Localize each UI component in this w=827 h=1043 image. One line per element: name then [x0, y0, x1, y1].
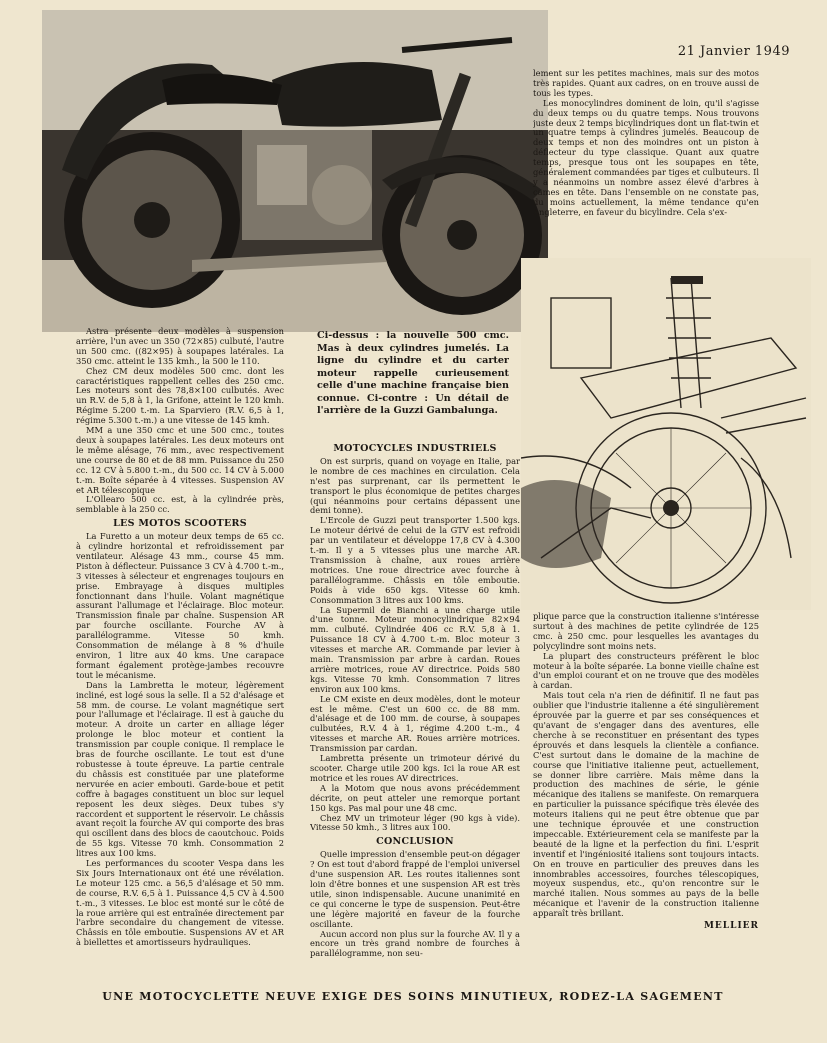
paragraph: A la Motom que nous avons précédemment décrite, on peut atteler une remorque portant 150 kgs. Pas mal pour une 48 cmc. [310, 782, 520, 813]
paragraph: La plupart des constructeurs préfèrent le bloc moteur à la boîte séparée. La bonne vieille chaîne est d'un emploi courant et on ne trouve que des modèles à cardan. [533, 650, 759, 691]
issue-date: 21 Janvier 1949 [677, 44, 790, 59]
footer-slogan: UNE MOTOCYCLETTE NEUVE EXIGE DES SOINS MINUTIEUX, RODEZ-LA SAGEMENT [102, 990, 724, 1003]
paragraph: Astra présente deux modèles à suspension arrière, l'un avec un 350 (72×85) culbuté, l'autre un 500 cmc. ((82×95) à soupapes latérales. La 350 cmc. atteint le 135 kmh., la 500 le 110. [76, 327, 284, 366]
paragraph: Le CM existe en deux modèles, dont le moteur est le même. C'est un 600 cc. de 88 mm. d'alésage et de 100 mm. de course, à soupapes culbutées, R.V. 4 à 1, régime 4.200 t.-m., 4 vitesses et marche AR. Roues arrière motrices. Transmission par cardan. [310, 693, 520, 754]
section-heading-scooters: LES MOTOS SCOOTERS [113, 518, 247, 530]
paragraph: lement sur les petites machines, mais sur des motos très rapides. Quant aux cadres, on en trouve aussi de tous les types. [533, 69, 759, 98]
section-heading-conclusion: CONCLUSION [376, 836, 454, 848]
motorcycle-photo [42, 10, 548, 332]
paragraph: Dans la Lambretta le moteur, légèrement incliné, est logé sous la selle. Il a 52 d'alésage et 58 mm. de course. Le volant magnétique sert pour l'allumage et l'éclairage. Il est à gauche du moteur. A droite un carter en alliage léger prolonge le bloc moteur et contient la transmission par couple conique. Il remplace le bras de fourche oscillante. Le tout est d'une robustesse à toute épreuve. La partie centrale du châssis est constituée par une plateforme nervurée en acier embouti. Garde-boue et petit coffre à bagages constituent un bloc sur lequel reposent les deux sièges. Deux tubes s'y raccordent et supportent le réservoir. Le châssis avant reçoit la fourche AV qui comporte des bras qui oscillent dans des blocs de caoutchouc. Poids de 55 kgs. Vitesse 70 kmh. Consommation 2 litres aux 100 kms. [76, 679, 284, 859]
paragraph: Aucun accord non plus sur la fourche AV. Il y a encore un très grand nombre de fourches à parallélogramme, non seu- [310, 928, 520, 959]
paragraph: Chez CM deux modèles 500 cmc. dont les caractéristiques rappellent celles des 250 cmc. Les moteurs sont des 78,8×100 culbutés. Avec un R.V. de 5,8 à 1, la Grifone, atteint le 120 kmh. Régime 5.200 t.-m. La Sparviero (R.V. 6,5 à 1, régime 5.300 t.-m.) a une vitesse de 145 kmh. [76, 365, 284, 426]
paragraph: Quelle impression d'ensemble peut-on dégager ? On est tout d'abord frappé de l'emploi universel d'une suspension AR. Les routes italiennes sont loin d'être bonnes et une suspension AR est très utile, sinon indispensable. Aucune unanimité en ce qui concerne le type de suspension. Peut-être une légère majorité en faveur de la fourche oscillante. [310, 849, 520, 929]
paragraph: L'Ercole de Guzzi peut transporter 1.500 kgs. Le moteur dérivé de celui de la GTV est refroidi par un ventilateur et développe 17,8 CV à 4.300 t.-m. Il y a 5 vitesses plus une marche AR. Transmission à chaîne, aux roues arrière motrices. Une roue directrice avec fourche à parallélogramme. Châssis en tôle emboutie. Poids à vide 650 kgs. Vitesse 60 kmh. Consommation 3 litres aux 100 kms. [310, 515, 520, 605]
photo-caption [317, 330, 509, 440]
paragraph: L'Ollearo 500 cc. est, à la cylindrée près, semblable à la 250 cc. [76, 494, 284, 515]
paragraph: Chez MV un trimoteur léger (90 kgs à vide). Vitesse 50 kmh., 3 litres aux 100. [310, 812, 520, 833]
column-2 [310, 440, 520, 980]
paragraph: Lambretta présente un trimoteur dérivé du scooter. Charge utile 200 kgs. Ici la roue AR est motrice et les roues AV directrices. [310, 753, 520, 783]
column-1 [76, 327, 284, 970]
paragraph: MM a une 350 cmc et une 500 cmc., toutes deux à soupapes latérales. Les deux moteurs ont le même alésage, 76 mm., avec respectivement une course de 80 et de 88 mm. Puissance du 250 cc. 12 CV à 5.800 t.-m., du 500 cc. 14 CV à 5.000 t.-m. Boîte séparée à 4 vitesses. Suspension AV et AR télescopique [76, 425, 284, 495]
author-signature: MELLIER [703, 921, 759, 932]
rear-suspension-drawing [521, 258, 811, 610]
caption-text: Ci-dessus : la nouvelle 500 cmc. Mas à deux cylindres jumelés. La ligne du cylindre et du carter moteur rappelle curieusement celle d'une machine française bien connue. Ci-contre : Un détail de l'arrière de la Guzzi Gambalunga. [317, 330, 509, 416]
paragraph: On est surpris, quand on voyage en Italie, par le nombre de ces machines en circulation. Cela n'est pas surprenant, car ils permettent le transport le plus économique de petites charges (qui néanmoins pour certains dépassent une demi tonne). [310, 455, 520, 516]
section-heading-industriels: MOTOCYCLES INDUSTRIELS [333, 443, 497, 454]
column-3-bottom [533, 612, 759, 974]
paragraph: plique parce que la construction italienne s'intéresse surtout à des machines de petite cylindrée de 125 cmc. à 250 cmc. pour lesquelles les avantages du polycylindre sont moins nets. [533, 612, 759, 651]
paragraph: Les monocylindres dominent de loin, qu'il s'agisse du deux temps ou du quatre temps. Nous trouvons juste deux 2 temps bicylindriques dont un flat-twin et un quatre temps à cylindres jumelés. Beaucoup de deux temps et non des moindres ont un piston à déflecteur du type classique. Quant aux quatre temps, presque tous ont les soupapes en tête, généralement commandées par tiges et culbuteurs. Il y a néanmoins un nombre assez élevé d'arbres à cames en tête. Dans l'ensemble on ne constate pas, du moins actuellement, la même tendance qu'en Angleterre, en faveur du bicylindre. Cela s'ex- [533, 97, 759, 217]
paragraph: Mais tout cela n'a rien de définitif. Il ne faut pas oublier que l'industrie italienne a été singulièrement éprouvée par la guerre et par ses conséquences et qu'avant de s'engager dans des aventures, elle cherche à se reconstituer en présentant des types éprouvés et dans lesquels la clientèle a confiance. C'est surtout dans le domaine de la machine de course que l'initiative italienne peut, actuellement, se donner libre carrière. Mais même dans la production des machines de série, le génie mécanique des italiens se manifeste. On remarquera en particulier la puissance spécifique très élevée des moteurs italiens qui ne peut être obtenue que par une technique éprouvée et une construction impeccable. Extérieurement cela se manifeste par la beauté de la ligne et la perfection du fini. L'esprit inventif et l'ingéniosité italiens sont toujours intacts. On en trouve en particulier des preuves dans les innombrables accessoires, fourches télescopiques, moyeux suspendus, etc., qu'on rencontre sur le marché italien. Nous sommes au pays de la belle mécanique et l'avenir de la construction italienne apparaît très brillant. [533, 690, 759, 919]
paragraph: Les performances du scooter Vespa dans les Six Jours Internationaux ont été une révélation. Le moteur 125 cmc. a 56,5 d'alésage et 50 mm. de course, R.V. 6,5 à 1. Puissance 4,5 CV à 4.500 t.-m., 3 vitesses. Le bloc est monté sur le côté de la roue arrière qui est entraînée directement par l'arbre secondaire du changement de vitesse. Châssis en tôle emboutie. Suspensions AV et AR à biellettes et amortisseurs hydrauliques. [76, 858, 284, 948]
paragraph: La Furetto a un moteur deux temps de 65 cc. à cylindre horizontal et refroidissement par ventilateur. Alésage 43 mm., course 45 mm. Piston à déflecteur. Puissance 3 CV à 4.700 t.-m., 3 vitesses à sélecteur et engrenages toujours en prise. Embrayage à disques multiples fonctionnant dans l'huile. Volant magnétique assurant l'allumage et l'éclairage. Bloc moteur. Transmission finale par chaîne. Suspension AR par fourche oscillante. Fourche AV à parallélogramme. Vitesse 50 kmh. Consommation de mélange à 8 % d'huile environ, 1 litre aux 40 kms. Une carapace formant également protège-jambes recouvre tout le mécanisme. [76, 531, 284, 680]
paragraph: La Supermil de Bianchi a une charge utile d'une tonne. Moteur monocylindrique 82×94 mm. culbuté. Cylindrée 406 cc R.V. 5,8 à 1. Puissance 18 CV à 4.700 t.-m. Bloc moteur 3 vitesses et marche AR. Commande par levier à main. Transmission par arbre à cardan. Roues arrière motrices, roue AV directrice. Poids 580 kgs. Vitesse 70 kmh. Consommation 7 litres environ aux 100 kms. [310, 604, 520, 694]
column-3-top [533, 69, 759, 255]
